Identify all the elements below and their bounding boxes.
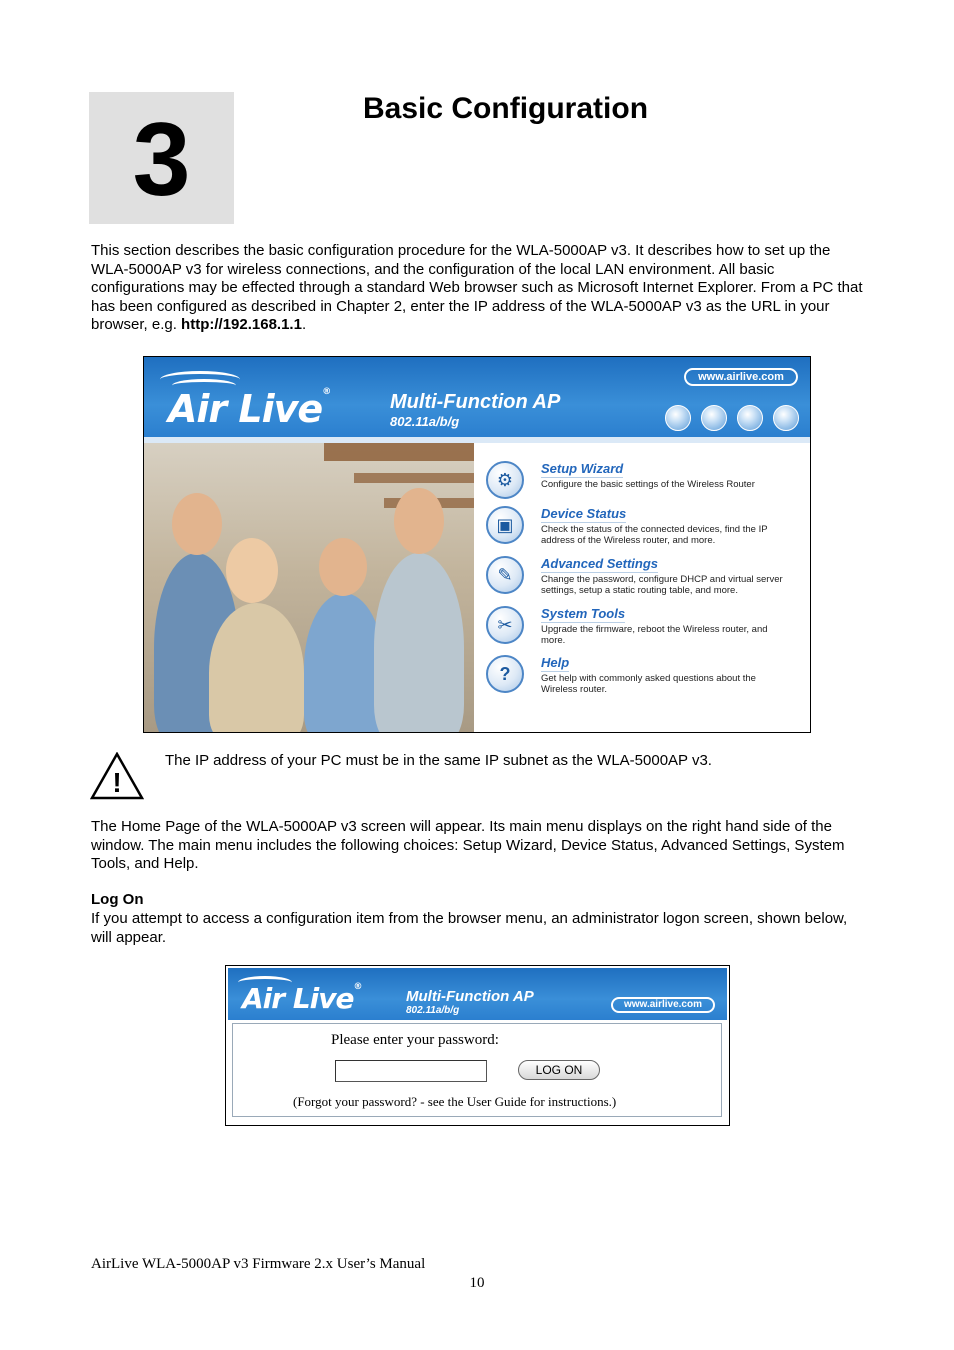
people-photo (144, 443, 474, 732)
logon-paragraph: If you attempt to access a configuration item from the browser menu, an administrator logon screen, shown below, will appear. (91, 910, 848, 946)
password-input[interactable] (335, 1060, 487, 1082)
menu-description: Configure the basic settings of the Wireless Router (541, 479, 755, 490)
setup-wizard-icon: ⚙ (486, 461, 524, 499)
menu-label[interactable]: Device Status (541, 506, 627, 521)
intro-url: http://192.168.1.1 (181, 316, 302, 333)
airlive-logo (168, 387, 330, 431)
airlive-logo-text: Air Live (242, 982, 354, 1015)
home-page-screenshot (143, 356, 811, 733)
logon-heading: Log On (91, 891, 144, 908)
password-prompt: Please enter your password: (331, 1032, 499, 1048)
globe-icon (773, 405, 799, 431)
website-link[interactable]: www.airlive.com (611, 997, 715, 1013)
globe-icon (701, 405, 727, 431)
menu-label[interactable]: Setup Wizard (541, 461, 624, 476)
log-on-button[interactable]: LOG ON (518, 1060, 600, 1080)
notepad-icon: ✎ (486, 556, 524, 594)
website-link[interactable]: www.airlive.com (684, 368, 798, 386)
tools-icon: ✂ (486, 606, 524, 644)
globe-icon (737, 405, 763, 431)
home-header-banner (144, 357, 810, 437)
help-icon: ? (486, 655, 524, 693)
menu-description: Upgrade the firmware, reboot the Wireless router, and more. (541, 624, 768, 646)
globe-icon (665, 405, 691, 431)
airlive-logo-text: Air Live (168, 387, 323, 431)
menu-item-system-tools[interactable] (486, 606, 806, 654)
product-standard: 802.11a/b/g (406, 1005, 460, 1016)
home-page-paragraph: The Home Page of the WLA-5000AP v3 screen will appear. Its main menu displays on the right hand side of the window. The main menu includes the following choices: Setup Wizard, Device Status, Advanced Settings, System Tools, and Help. (91, 818, 845, 872)
product-title: Multi-Function AP (406, 988, 534, 1005)
menu-description: Change the password, configure DHCP and virtual server settings, setup a static routing table, and more. (541, 574, 783, 596)
intro-end: . (301, 316, 307, 333)
main-menu (474, 443, 810, 732)
warning-icon (90, 752, 144, 800)
menu-item-advanced-settings[interactable] (486, 556, 806, 604)
menu-item-device-status[interactable] (486, 506, 806, 554)
page-title: Basic Configuration (363, 92, 649, 125)
menu-label[interactable]: Advanced Settings (541, 556, 659, 571)
product-title: Multi-Function AP (390, 391, 561, 413)
warning-text: The IP address of your PC must be in the same IP subnet as the WLA-5000AP v3. (165, 752, 712, 769)
intro-text: This section describes the basic configuration procedure for the WLA-5000AP v3. It describes how to set up the WLA-5000AP v3 for wireless connections, and the configuration of the local LAN environment. All basic configurations may be effected through a standard Web browser such as Microsoft Internet Explorer. From a PC that has been configured as described in Chapter 2, enter the IP address of the WLA-5000AP v3 as the URL in your browser, e.g. (91, 242, 863, 333)
airlive-logo (242, 982, 362, 1015)
menu-item-setup-wizard[interactable] (486, 461, 806, 509)
registered-mark: ® (353, 982, 362, 992)
chapter-number: 3 (132, 102, 191, 218)
menu-item-help[interactable] (486, 655, 806, 703)
login-screenshot (225, 965, 730, 1126)
page-number: 10 (469, 1275, 485, 1291)
monitor-icon: ▣ (486, 506, 524, 544)
menu-description: Get help with commonly asked questions about the Wireless router. (541, 673, 756, 695)
intro-paragraph (91, 242, 871, 335)
menu-label[interactable]: System Tools (541, 606, 626, 621)
warning-glyph: ! (112, 767, 122, 798)
login-panel (232, 1023, 722, 1117)
menu-description: Check the status of the connected devices, find the IP address of the Wireless router, and more. (541, 524, 768, 546)
forgot-password-text: (Forgot your password? - see the User Guide for instructions.) (293, 1094, 617, 1109)
product-standard: 802.11a/b/g (390, 414, 460, 429)
login-header-banner (228, 968, 727, 1020)
footer-text: AirLive WLA-5000AP v3 Firmware 2.x User’s Manual (91, 1256, 426, 1272)
menu-label[interactable]: Help (541, 655, 570, 670)
chapter-number-box (89, 92, 234, 224)
registered-mark: ® (322, 387, 331, 397)
